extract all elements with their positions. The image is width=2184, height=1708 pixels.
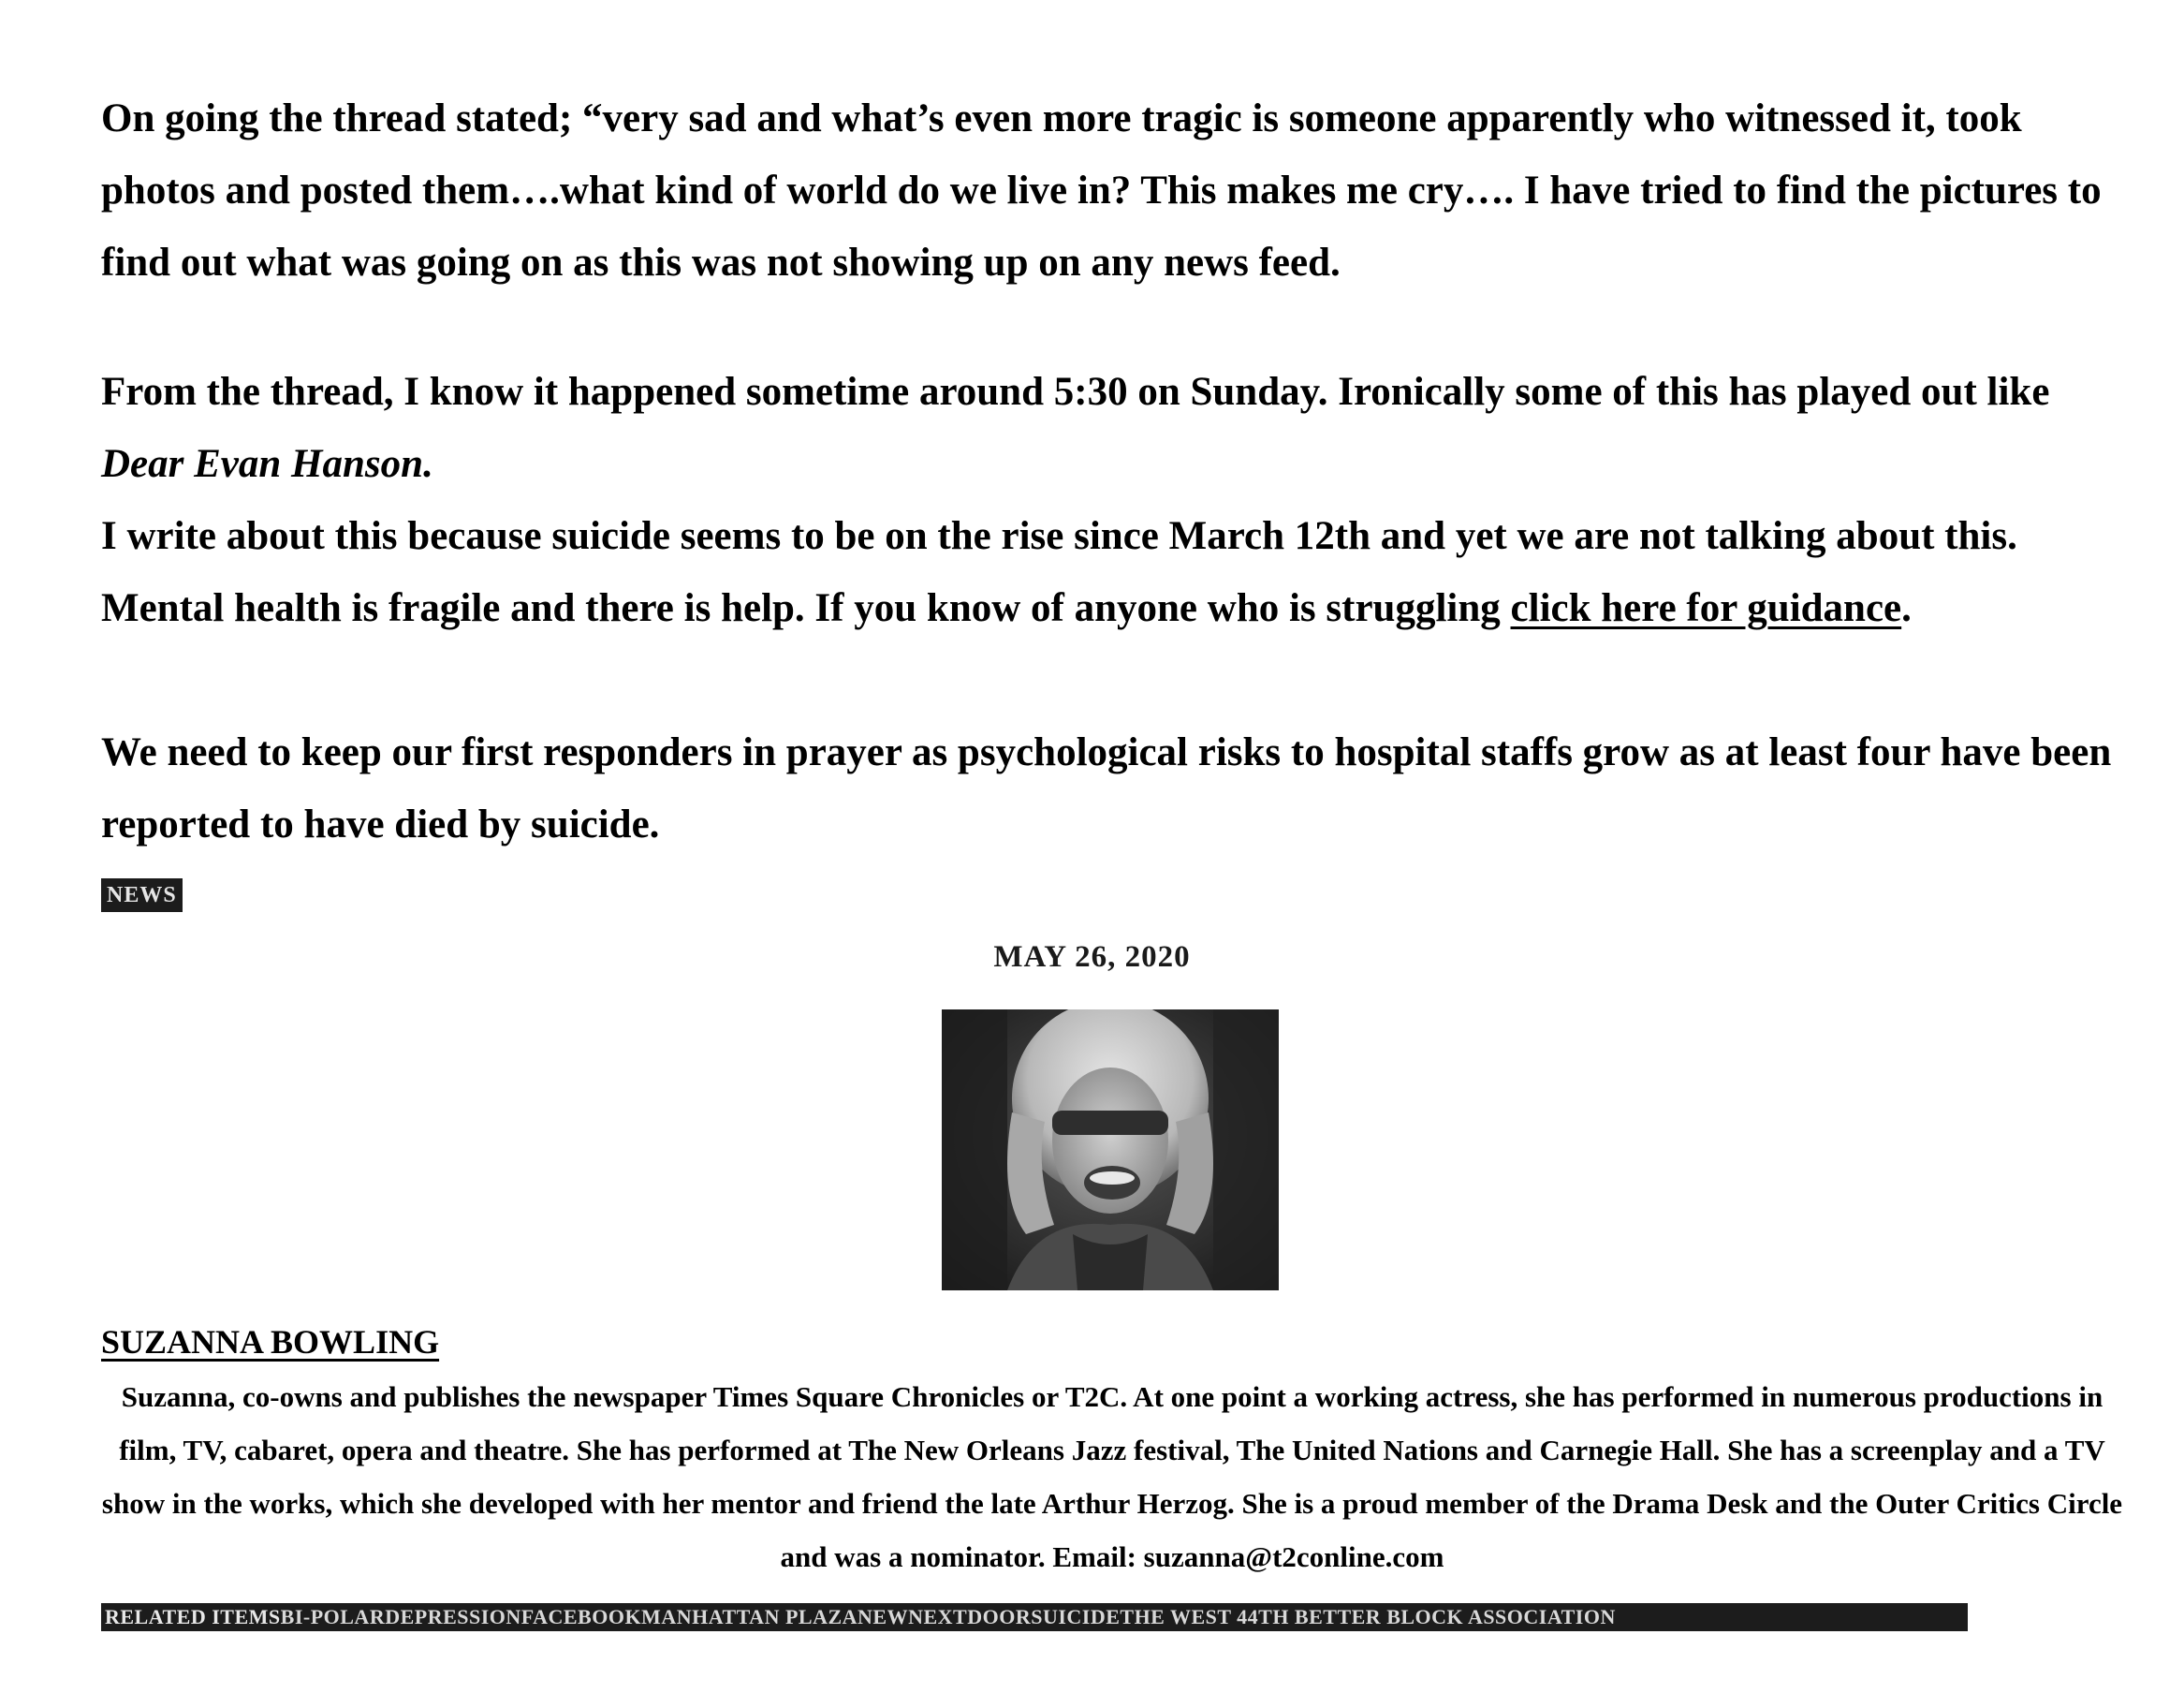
paragraph-4-text: We need to keep our first responders in prayer as psychological risks to hospital staffs grow as at least four have been reported to have died by suicide.: [101, 730, 2112, 847]
news-category-badge[interactable]: NEWS: [101, 878, 183, 912]
paragraph-3-text: I write about this because suicide seems to be on the rise since March 12th and yet we are not talking about this. Mental health is fragile and there is help. If you know of anyone who is struggling: [101, 514, 2017, 630]
paragraph-3-end: .: [1901, 586, 1912, 630]
publish-date: MAY 26, 2020: [993, 940, 1191, 974]
article-paragraph-3: [101, 500, 2114, 644]
author-photo: [942, 1009, 1279, 1290]
author-photo-image: [942, 1009, 1279, 1290]
guidance-link[interactable]: click here for guidance: [1510, 586, 1902, 630]
author-bio: Suzanna, co-owns and publishes the newspaper Times Square Chronicles or T2C. At one point a working actress, she has performed in numerous productions in film, TV, cabaret, opera and theatre. She has performed at The New Orleans Jazz festival, The United Nations and Carnegie Hall. She has a screenplay and a TV show in the works, which she developed with her mentor and friend the late Arthur Herzog. She is a proud member of the Drama Desk and the Outer Critics Circle and was a nominator. Email: suzanna@t2conline.com: [101, 1380, 2123, 1573]
author-name-link[interactable]: SUZANNA BOWLING: [101, 1323, 440, 1361]
related-items-bar: [101, 1603, 1968, 1631]
related-tags[interactable]: BI-POLARDEPRESSIONFACEBOOKMANHATTAN PLAZANEWNEXTDOORSUICIDETHE WEST 44TH BETTER BLOCK ASSOCIATION: [280, 1605, 1616, 1628]
paragraph-2-text: From the thread, I know it happened sometime around 5:30 on Sunday. Ironically some of this has played out like: [101, 370, 2050, 414]
paragraph-1-text: On going the thread stated; “very sad and what’s even more tragic is someone apparently who witnessed it, took photos and posted them….what kind of world do we live in? This makes me cry…. I have tried to find the pictures to find out what was going on as this was not showing up on any news feed.: [101, 96, 2102, 285]
show-title: Dear Evan Hanson.: [101, 442, 433, 486]
related-items-label: RELATED ITEMS: [105, 1605, 281, 1628]
article-paragraph-2: [101, 356, 2114, 500]
article-paragraph-1: [101, 82, 2114, 299]
article-paragraph-4: [101, 716, 2114, 861]
